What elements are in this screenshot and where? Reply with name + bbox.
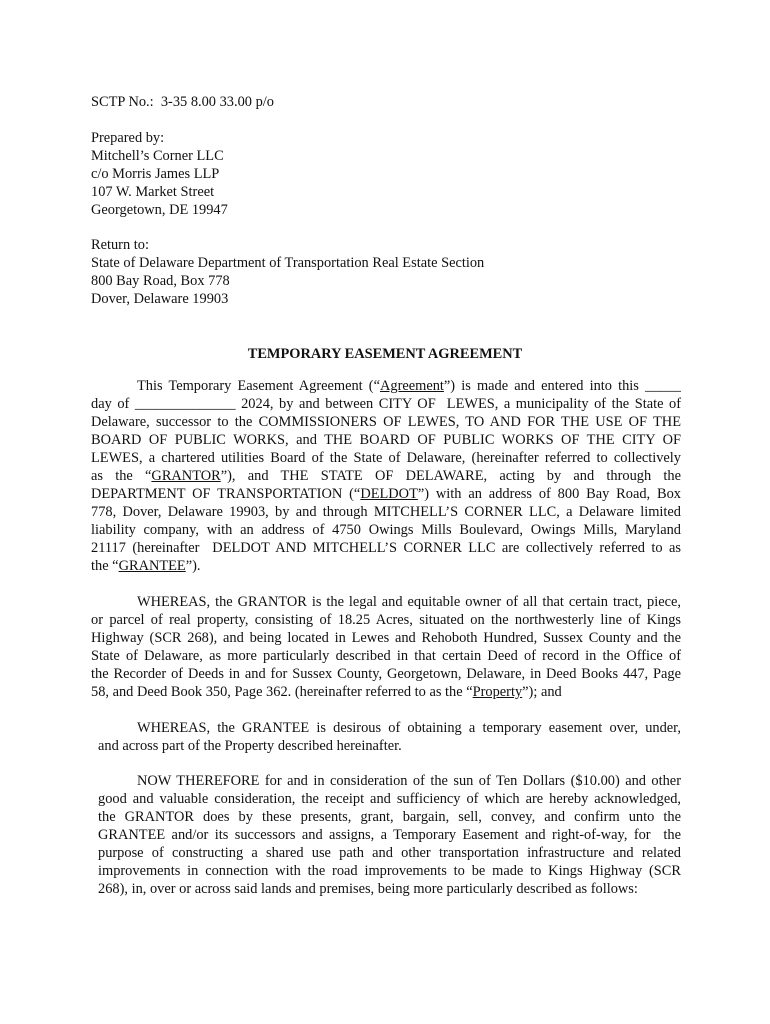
whereas-line: the Recorder of Deeds in and for Sussex County, Georgetown, Delaware, in Deed Books 447, Page bbox=[91, 666, 681, 682]
whereas-line: and across part of the Property described hereinafter. bbox=[98, 738, 402, 754]
now-therefore-line: the GRANTOR does by these presents, grant, bargain, sell, convey, and confirm unto the bbox=[98, 809, 681, 825]
whereas-line: WHEREAS, the GRANTEE is desirous of obtaining a temporary easement over, under, bbox=[137, 720, 681, 736]
prepared-by-line: c/o Morris James LLP bbox=[91, 166, 220, 182]
intro-line: This Temporary Easement Agreement (“Agreement”) is made and entered into this _____ bbox=[137, 378, 681, 394]
intro-line: 21117 (hereinafter DELDOT AND MITCHELL’S CORNER LLC are collectively referred to as bbox=[91, 540, 681, 556]
property-term: Property bbox=[472, 684, 523, 700]
now-therefore-line: 268), in, over or across said lands and premises, being more particularly described as follows: bbox=[98, 881, 638, 897]
now-therefore-line: good and valuable consideration, the receipt and sufficiency of which are hereby acknowledged, bbox=[98, 791, 681, 807]
return-to-line: Dover, Delaware 19903 bbox=[91, 291, 229, 307]
grantor-term: GRANTOR bbox=[151, 468, 221, 484]
intro-line: DEPARTMENT OF TRANSPORTATION (“DELDOT”) with an address of 800 Bay Road, Box bbox=[91, 486, 681, 502]
prepared-by-line: Mitchell’s Corner LLC bbox=[91, 148, 224, 164]
intro-line: 778, Dover, Delaware 19903, by and through MITCHELL’S CORNER LLC, a Delaware limited bbox=[91, 504, 681, 520]
intro-line: liability company, with an address of 4750 Owings Mills Boulevard, Owings Mills, Maryland bbox=[91, 522, 681, 538]
intro-line: Delaware, successor to the COMMISSIONERS OF LEWES, TO AND FOR THE USE OF THE bbox=[91, 414, 681, 430]
now-therefore-line: GRANTEE and/or its successors and assigns, a Temporary Easement and right-of-way, for the bbox=[98, 827, 681, 843]
now-therefore-line: purpose of constructing a shared use path and other transportation infrastructure and related bbox=[98, 845, 681, 861]
agreement-title: TEMPORARY EASEMENT AGREEMENT bbox=[247, 346, 523, 362]
now-therefore-line: NOW THEREFORE for and in consideration of the sun of Ten Dollars ($10.00) and other bbox=[137, 773, 681, 789]
whereas-line: WHEREAS, the GRANTOR is the legal and equitable owner of all that certain tract, piece, bbox=[137, 594, 681, 610]
deldot-term: DELDOT bbox=[360, 486, 418, 502]
intro-line: day of ______________ 2024, by and between CITY OF LEWES, a municipality of the State of bbox=[91, 396, 681, 412]
whereas-line: 58, and Deed Book 350, Page 362. (hereinafter referred to as the “Property”); and bbox=[91, 684, 562, 700]
now-therefore-line: improvements in connection with the road improvements to be made to Kings Highway (SCR bbox=[98, 863, 681, 879]
intro-line: the “GRANTEE”). bbox=[91, 558, 201, 574]
sctp-number: SCTP No.: 3-35 8.00 33.00 p/o bbox=[91, 94, 274, 110]
whereas-line: Highway (SCR 268), and being located in Lewes and Rehoboth Hundred, Sussex County and the bbox=[91, 630, 681, 646]
whereas-line: State of Delaware, as more particularly described in that certain Deed of record in the Office of bbox=[91, 648, 681, 664]
agreement-term: Agreement bbox=[379, 378, 444, 394]
return-to-line: 800 Bay Road, Box 778 bbox=[91, 273, 230, 289]
intro-line: as the “GRANTOR”), and THE STATE OF DELAWARE, acting by and through the bbox=[91, 468, 681, 484]
return-to-heading: Return to: bbox=[91, 237, 149, 253]
intro-line: BOARD OF PUBLIC WORKS, and THE BOARD OF PUBLIC WORKS OF THE CITY OF bbox=[91, 432, 681, 448]
prepared-by-heading: Prepared by: bbox=[91, 130, 165, 146]
whereas-line: or parcel of real property, consisting of 18.25 Acres, situated on the northwesterly line of Kings bbox=[91, 612, 681, 628]
return-to-line: State of Delaware Department of Transportation Real Estate Section bbox=[91, 255, 485, 271]
prepared-by-line: Georgetown, DE 19947 bbox=[91, 202, 228, 218]
prepared-by-line: 107 W. Market Street bbox=[91, 184, 215, 200]
intro-line: LEWES, a chartered utilities Board of the State of Delaware, (hereinafter referred to collectively bbox=[91, 450, 681, 466]
grantee-term: GRANTEE bbox=[118, 558, 186, 574]
